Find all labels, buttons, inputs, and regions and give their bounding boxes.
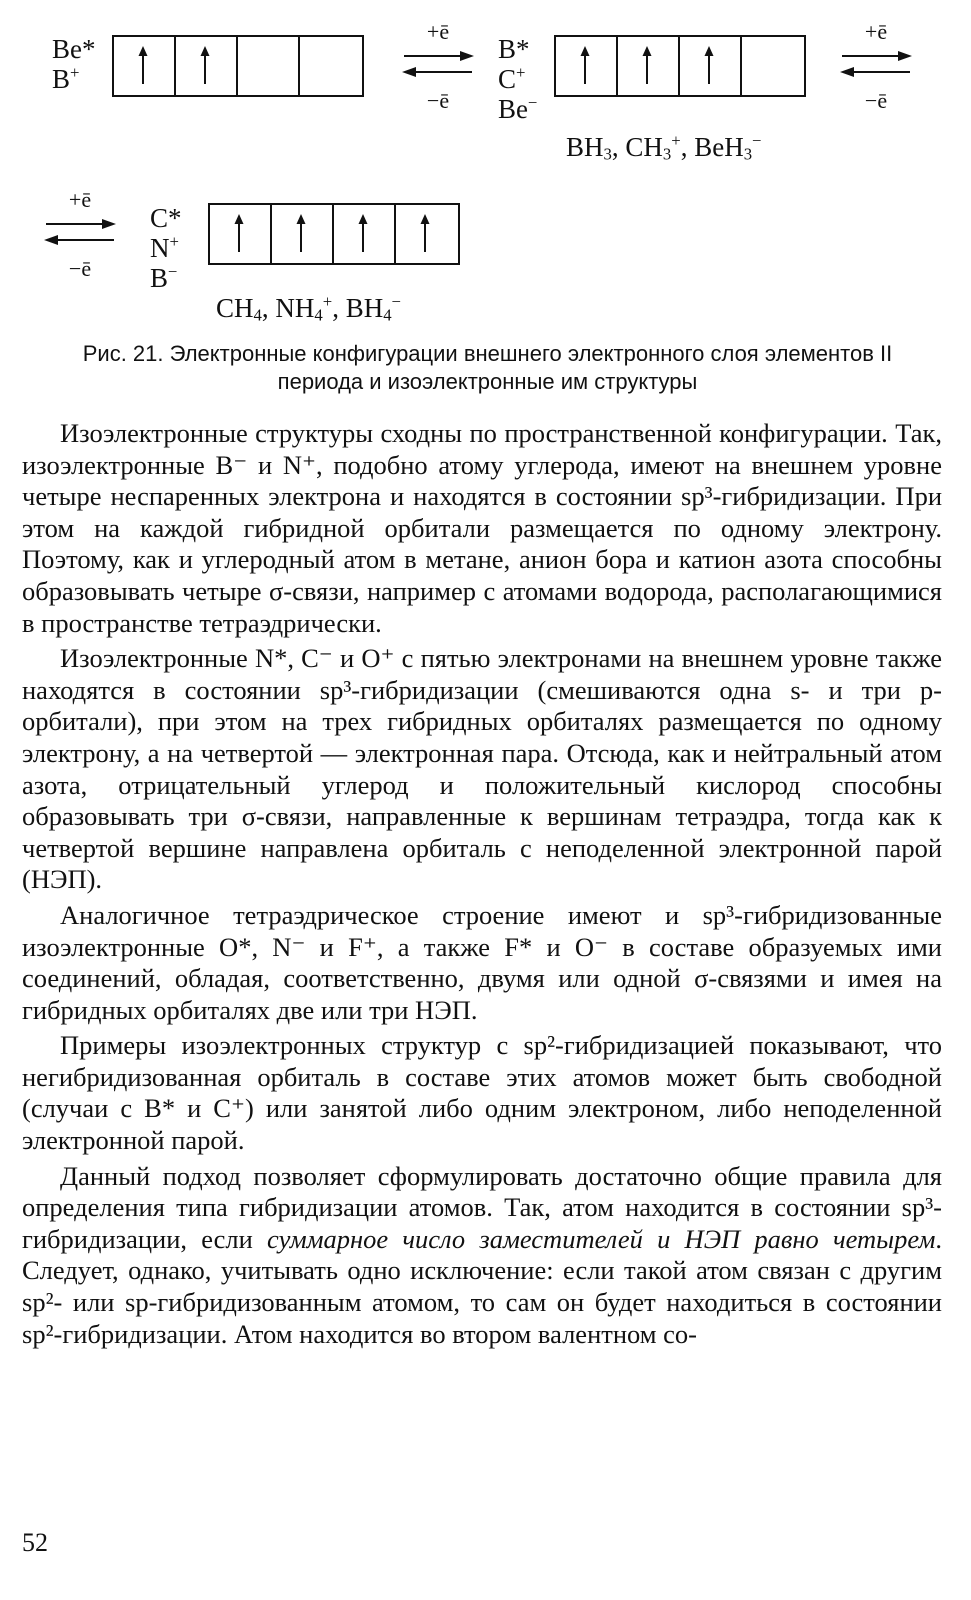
- paragraph-4: Примеры изоэлектронных структур с sp²-гибридизацией показывают, что негибридизованная орбиталь в составе этих атомов может быть свободной (случаи с B* и C⁺) или занятой либо одним электроном, либо неподеленной электронной парой.: [22, 1030, 942, 1156]
- equilibrium-arrow-icon: [40, 212, 120, 252]
- orbital-cell: [334, 205, 396, 263]
- formula-group3: $CH_4$, $NH_4^+$, $BH_4^-$: [216, 291, 402, 325]
- label-c-plus: C+: [498, 62, 526, 94]
- page-number: 52: [22, 1528, 48, 1557]
- orbital-cell: [556, 37, 618, 95]
- group1-labels: [52, 34, 96, 94]
- orbital-box-group3: [208, 203, 460, 265]
- plus-electron-label: +ē: [864, 19, 888, 44]
- orbital-cell: [742, 37, 804, 95]
- body-text: [22, 418, 942, 1354]
- minus-electron-label: −ē: [68, 256, 92, 281]
- minus-electron-label: −ē: [426, 88, 450, 113]
- orbital-box-group2: [554, 35, 806, 97]
- label-be-star: Be*: [52, 34, 96, 64]
- plus-electron-label: +ē: [68, 187, 92, 212]
- orbital-cell: [238, 37, 300, 95]
- paragraph-1: Изоэлектронные структуры сходны по пространственной конфигурации. Так, изоэлектронные B⁻ и N⁺, подобно атому углерода, имеют на внешнем уровне четыре неспаренных электрона и находятся в состоянии sp³-гибридизации. При этом на каждой гибридной орбитали размещается по одному электрону. Поэтому, как и углеродный атом в метане, анион бора и катион азота способны образовывать четыре σ-связи, например с атомами водорода, располагающимися в пространстве тетраэдрически.: [22, 418, 942, 638]
- orbital-cell: [618, 37, 680, 95]
- equilibrium-arrows-3: [40, 188, 120, 281]
- equilibrium-arrow-icon: [398, 44, 478, 84]
- paragraph-5: [22, 1161, 942, 1351]
- orbital-box-group1: [112, 35, 364, 97]
- label-b-star: B*: [498, 34, 530, 64]
- plus-electron-label: +ē: [426, 19, 450, 44]
- label-be-minus: Be−: [498, 92, 538, 124]
- paragraph-5-end: . Следует, однако, учитывать одно исключение: если такой атом связан с другим sp²- или sp-гибридизованным атомом, то сам он будет находиться в состоянии sp²-гибридизации. Атом находится во втором валентном со-: [22, 1223, 943, 1349]
- paragraph-5-start: Данный подход позволяет сформулировать достаточно общие правила для определения типа гибридизации атомов. Так, атом находится в состоянии sp³-гибридизации, если: [22, 1160, 942, 1254]
- figure-caption: Рис. 21. Электронные конфигурации внешнего электронного слоя элементов II периода и изоэлектронные им структуры: [82, 341, 893, 394]
- equilibrium-arrow-icon: [836, 44, 916, 84]
- minus-electron-label: −ē: [864, 88, 888, 113]
- group2-labels: [498, 34, 537, 124]
- label-n-plus: N+: [150, 231, 179, 263]
- label-c-star: C*: [150, 203, 182, 233]
- orbital-cell: [114, 37, 176, 95]
- orbital-cell: [272, 205, 334, 263]
- paragraph-3: Аналогичное тетраэдрическое строение имеют и sp³-гибридизованные изоэлектронные O*, N⁻ и F⁺, а также F* и O⁻ в составе образуемых ими соединений, обладая, соответственно, двумя или одной σ-связями и имея на гибридных орбиталях две или три НЭП.: [22, 899, 942, 1025]
- equilibrium-arrows-2: [836, 20, 916, 113]
- orbital-cell: [210, 205, 272, 263]
- group3-labels: [150, 203, 182, 293]
- orbital-cell: [176, 37, 238, 95]
- formula-group2: $BH_3$, $CH_3^+$, BeH$_3$−: [566, 130, 762, 164]
- orbital-cell: [680, 37, 742, 95]
- orbital-cell: [300, 37, 362, 95]
- paragraph-5-emphasis: суммарное число заместителей и НЭП равно четырем: [267, 1223, 936, 1254]
- orbital-cell: [396, 205, 458, 263]
- label-b-plus: B+: [52, 62, 80, 94]
- paragraph-2: Изоэлектронные N*, C⁻ и O⁺ с пятью электронами на внешнем уровне также находятся в состоянии sp³-гибридизации (смешиваются одна s- и три p-орбитали), при этом на трех гибридных орбиталях размещается по одному электрону, а на четвертой — электронная пара. Отсюда, как и нейтральный атом азота, отрицательный углерод и положительный кислород способны образовывать три σ-связи, направленные к вершинам тетраэдра, тогда как к четвертой вершине направлена орбиталь с неподеленной электронной парой (НЭП).: [22, 643, 942, 895]
- label-b-minus: B−: [150, 261, 178, 293]
- equilibrium-arrows-1: [398, 20, 478, 113]
